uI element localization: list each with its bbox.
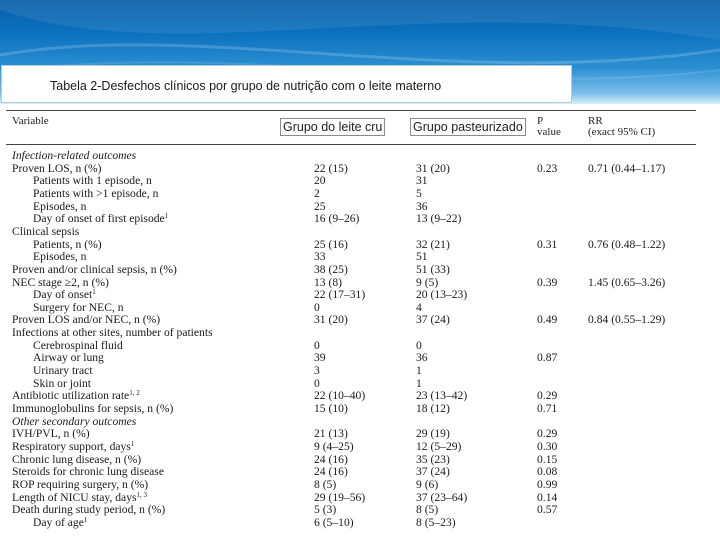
cell-raw-milk: 5 (3): [314, 503, 337, 517]
row-variable: Surgery for NEC, n: [33, 300, 124, 314]
row-variable: Patients, n (%): [33, 237, 102, 251]
cell-p-value: 0.39: [537, 275, 558, 289]
cell-pasteurized: 1: [416, 376, 422, 390]
row-variable: NEC stage ≥2, n (%): [12, 275, 109, 289]
column-header-p-line1: P: [537, 115, 544, 127]
column-header-p-line2: value: [537, 126, 561, 138]
cell-pasteurized: 36: [416, 199, 428, 213]
cell-p-value: 0.08: [537, 465, 558, 479]
cell-p-value: 0.14: [537, 490, 558, 504]
cell-pasteurized: 37 (23–64): [416, 490, 468, 504]
cell-pasteurized: 13 (9–22): [416, 212, 462, 226]
column-header-variable: Variable: [12, 115, 49, 127]
table-row: [0, 213, 720, 226]
cell-raw-milk: 25: [314, 199, 326, 213]
cell-pasteurized: 37 (24): [416, 313, 450, 327]
row-variable: Proven LOS, n (%): [12, 161, 102, 175]
row-variable: Episodes, n: [33, 250, 87, 264]
table-row: [0, 365, 720, 378]
cell-raw-milk: 38 (25): [314, 262, 348, 276]
cell-pasteurized: 18 (12): [416, 402, 450, 415]
column-header-raw-milk-group: Grupo do leite cru: [280, 118, 385, 136]
row-variable: Proven and/or clinical sepsis, n (%): [12, 262, 177, 276]
cell-pasteurized: 9 (6): [416, 477, 439, 491]
table-row: [0, 163, 720, 176]
row-variable: Infections at other sites, number of patients: [12, 326, 213, 340]
cell-raw-milk: 39: [314, 351, 326, 365]
cell-pasteurized: 32 (21): [416, 237, 450, 251]
cell-raw-milk: 0: [314, 376, 320, 390]
table-row: [0, 479, 720, 492]
table-row: [0, 226, 720, 239]
row-variable: Infection-related outcomes: [12, 149, 137, 162]
cell-raw-milk: 31 (20): [314, 313, 348, 327]
table-row: [0, 327, 720, 340]
cell-p-value: 0.29: [537, 389, 558, 403]
table-row: [0, 239, 720, 252]
cell-pasteurized: 31: [416, 174, 428, 188]
cell-pasteurized: 4: [416, 300, 422, 314]
row-variable: IVH/PVL, n (%): [12, 427, 90, 441]
row-variable: Length of NICU stay, days$^{1, 3}$: [12, 490, 148, 504]
cell-p-value: 0.57: [537, 503, 558, 517]
row-variable: Chronic lung disease, n (%): [12, 452, 142, 466]
column-header-rr-line2: (exact 95% CI): [588, 126, 656, 138]
cell-pasteurized: 36: [416, 351, 428, 365]
table-top-rule: [6, 110, 696, 111]
cell-raw-milk: 0: [314, 300, 320, 314]
cell-pasteurized: 31 (20): [416, 161, 450, 175]
cell-relative-risk: 0.71 (0.44–1.17): [588, 161, 666, 175]
table-row: [0, 251, 720, 264]
cell-pasteurized: 29 (19): [416, 427, 450, 441]
row-variable: Episodes, n: [33, 199, 87, 213]
cell-raw-milk: 16 (9–26): [314, 212, 360, 226]
table-row: [0, 277, 720, 290]
cell-pasteurized: 5: [416, 186, 422, 200]
row-variable: Airway or lung: [33, 351, 104, 365]
column-header-pasteurized-group: Grupo pasteurizado: [410, 118, 526, 136]
cell-raw-milk: 24 (16): [314, 465, 348, 479]
cell-pasteurized: 35 (23): [416, 452, 450, 466]
cell-p-value: 0.49: [537, 313, 558, 327]
table-row: [0, 466, 720, 479]
cell-p-value: 0.15: [537, 452, 558, 466]
cell-raw-milk: 22 (17–31): [314, 288, 366, 302]
cell-raw-milk: 22 (15): [314, 161, 348, 175]
table-caption: Tabela 2-Desfechos clínicos por grupo de nutrição com o leite materno: [50, 79, 442, 93]
table-row: [0, 390, 720, 403]
table-row: [0, 264, 720, 277]
table-row: [0, 302, 720, 315]
cell-raw-milk: 3: [314, 364, 320, 378]
cell-relative-risk: 0.84 (0.55–1.29): [588, 313, 666, 327]
row-variable: Clinical sepsis: [12, 224, 80, 238]
cell-pasteurized: 8 (5): [416, 503, 439, 517]
cell-p-value: 0.31: [537, 237, 558, 251]
table-row: [0, 504, 720, 517]
footnote-marker: 1, 3: [136, 490, 148, 499]
cell-relative-risk: 0.76 (0.48–1.22): [588, 237, 666, 251]
cell-p-value: 0.30: [537, 439, 558, 453]
row-variable: ROP requiring surgery, n (%): [12, 477, 149, 491]
table-row: [0, 517, 720, 530]
row-variable: Day of onset of first episode$^1$: [33, 212, 169, 226]
table-row: [0, 441, 720, 454]
table-row: [0, 416, 720, 429]
footnote-marker: 1: [83, 515, 88, 524]
table-row: [0, 314, 720, 327]
row-variable: Antibiotic utilization rate$^{1, 2}$: [12, 389, 140, 403]
cell-raw-milk: 15 (10): [314, 402, 348, 415]
cell-pasteurized: 51: [416, 250, 428, 264]
table-row: [0, 340, 720, 353]
table-header-rule: [6, 144, 696, 145]
row-variable: Patients with 1 episode, n: [33, 174, 152, 188]
row-variable: Other secondary outcomes: [12, 414, 137, 428]
row-variable: Day of onset$^1$: [33, 288, 96, 302]
table-row: [0, 150, 720, 163]
table-row: [0, 289, 720, 302]
footnote-marker: 1: [164, 212, 169, 221]
row-variable: Urinary tract: [33, 364, 93, 378]
table-row: [0, 428, 720, 441]
footnote-marker: 1: [92, 288, 96, 297]
cell-raw-milk: 0: [314, 338, 320, 352]
cell-raw-milk: 24 (16): [314, 452, 348, 466]
table-row: [0, 175, 720, 188]
cell-raw-milk: 25 (16): [314, 237, 348, 251]
row-variable: Respiratory support, days$^1$: [12, 439, 135, 453]
row-variable: Steroids for chronic lung disease: [12, 465, 164, 479]
cell-raw-milk: 8 (5): [314, 477, 337, 491]
row-variable: Immunoglobulins for sepsis, n (%): [12, 402, 174, 415]
cell-pasteurized: 20 (13–23): [416, 288, 468, 302]
column-header-rr-line1: RR: [588, 115, 603, 127]
table-row: [0, 188, 720, 201]
row-variable: Skin or joint: [33, 376, 91, 390]
cell-pasteurized: 1: [416, 364, 422, 378]
table-row: [0, 454, 720, 467]
cell-p-value: 0.71: [537, 402, 558, 415]
cell-pasteurized: 51 (33): [416, 262, 450, 276]
cell-pasteurized: 9 (5): [416, 275, 439, 289]
cell-raw-milk: 33: [314, 250, 326, 264]
cell-raw-milk: 13 (8): [314, 275, 343, 289]
cell-raw-milk: 6 (5–10): [314, 515, 354, 529]
cell-p-value: 0.87: [537, 351, 558, 365]
cell-p-value: 0.29: [537, 427, 558, 441]
table-row: [0, 378, 720, 391]
table-row: [0, 352, 720, 365]
row-variable: Cerebrospinal fluid: [33, 338, 123, 352]
cell-pasteurized: 12 (5–29): [416, 439, 462, 453]
row-variable: Proven LOS and/or NEC, n (%): [12, 313, 161, 327]
row-variable: Death during study period, n (%): [12, 503, 166, 517]
cell-pasteurized: 37 (24): [416, 465, 450, 479]
cell-pasteurized: 0: [416, 338, 422, 352]
table-row: [0, 201, 720, 214]
cell-raw-milk: 9 (4–25): [314, 439, 354, 453]
row-variable: Patients with >1 episode, n: [33, 186, 159, 200]
row-variable: Day of age$^1$: [33, 515, 88, 529]
table-caption-box: [1, 65, 572, 103]
cell-relative-risk: 1.45 (0.65–3.26): [588, 275, 666, 289]
cell-raw-milk: 29 (19–56): [314, 490, 366, 504]
cell-raw-milk: 20: [314, 174, 326, 188]
footnote-marker: 1: [130, 439, 135, 448]
cell-pasteurized: 23 (13–42): [416, 389, 468, 403]
table-row: [0, 492, 720, 505]
cell-pasteurized: 8 (5–23): [416, 515, 456, 529]
cell-raw-milk: 21 (13): [314, 427, 348, 441]
footnote-marker: 1, 2: [129, 389, 140, 398]
cell-p-value: 0.23: [537, 161, 558, 175]
cell-raw-milk: 2: [314, 186, 320, 200]
cell-raw-milk: 22 (10–40): [314, 389, 366, 403]
cell-p-value: 0.99: [537, 477, 558, 491]
table-row: [0, 403, 720, 416]
